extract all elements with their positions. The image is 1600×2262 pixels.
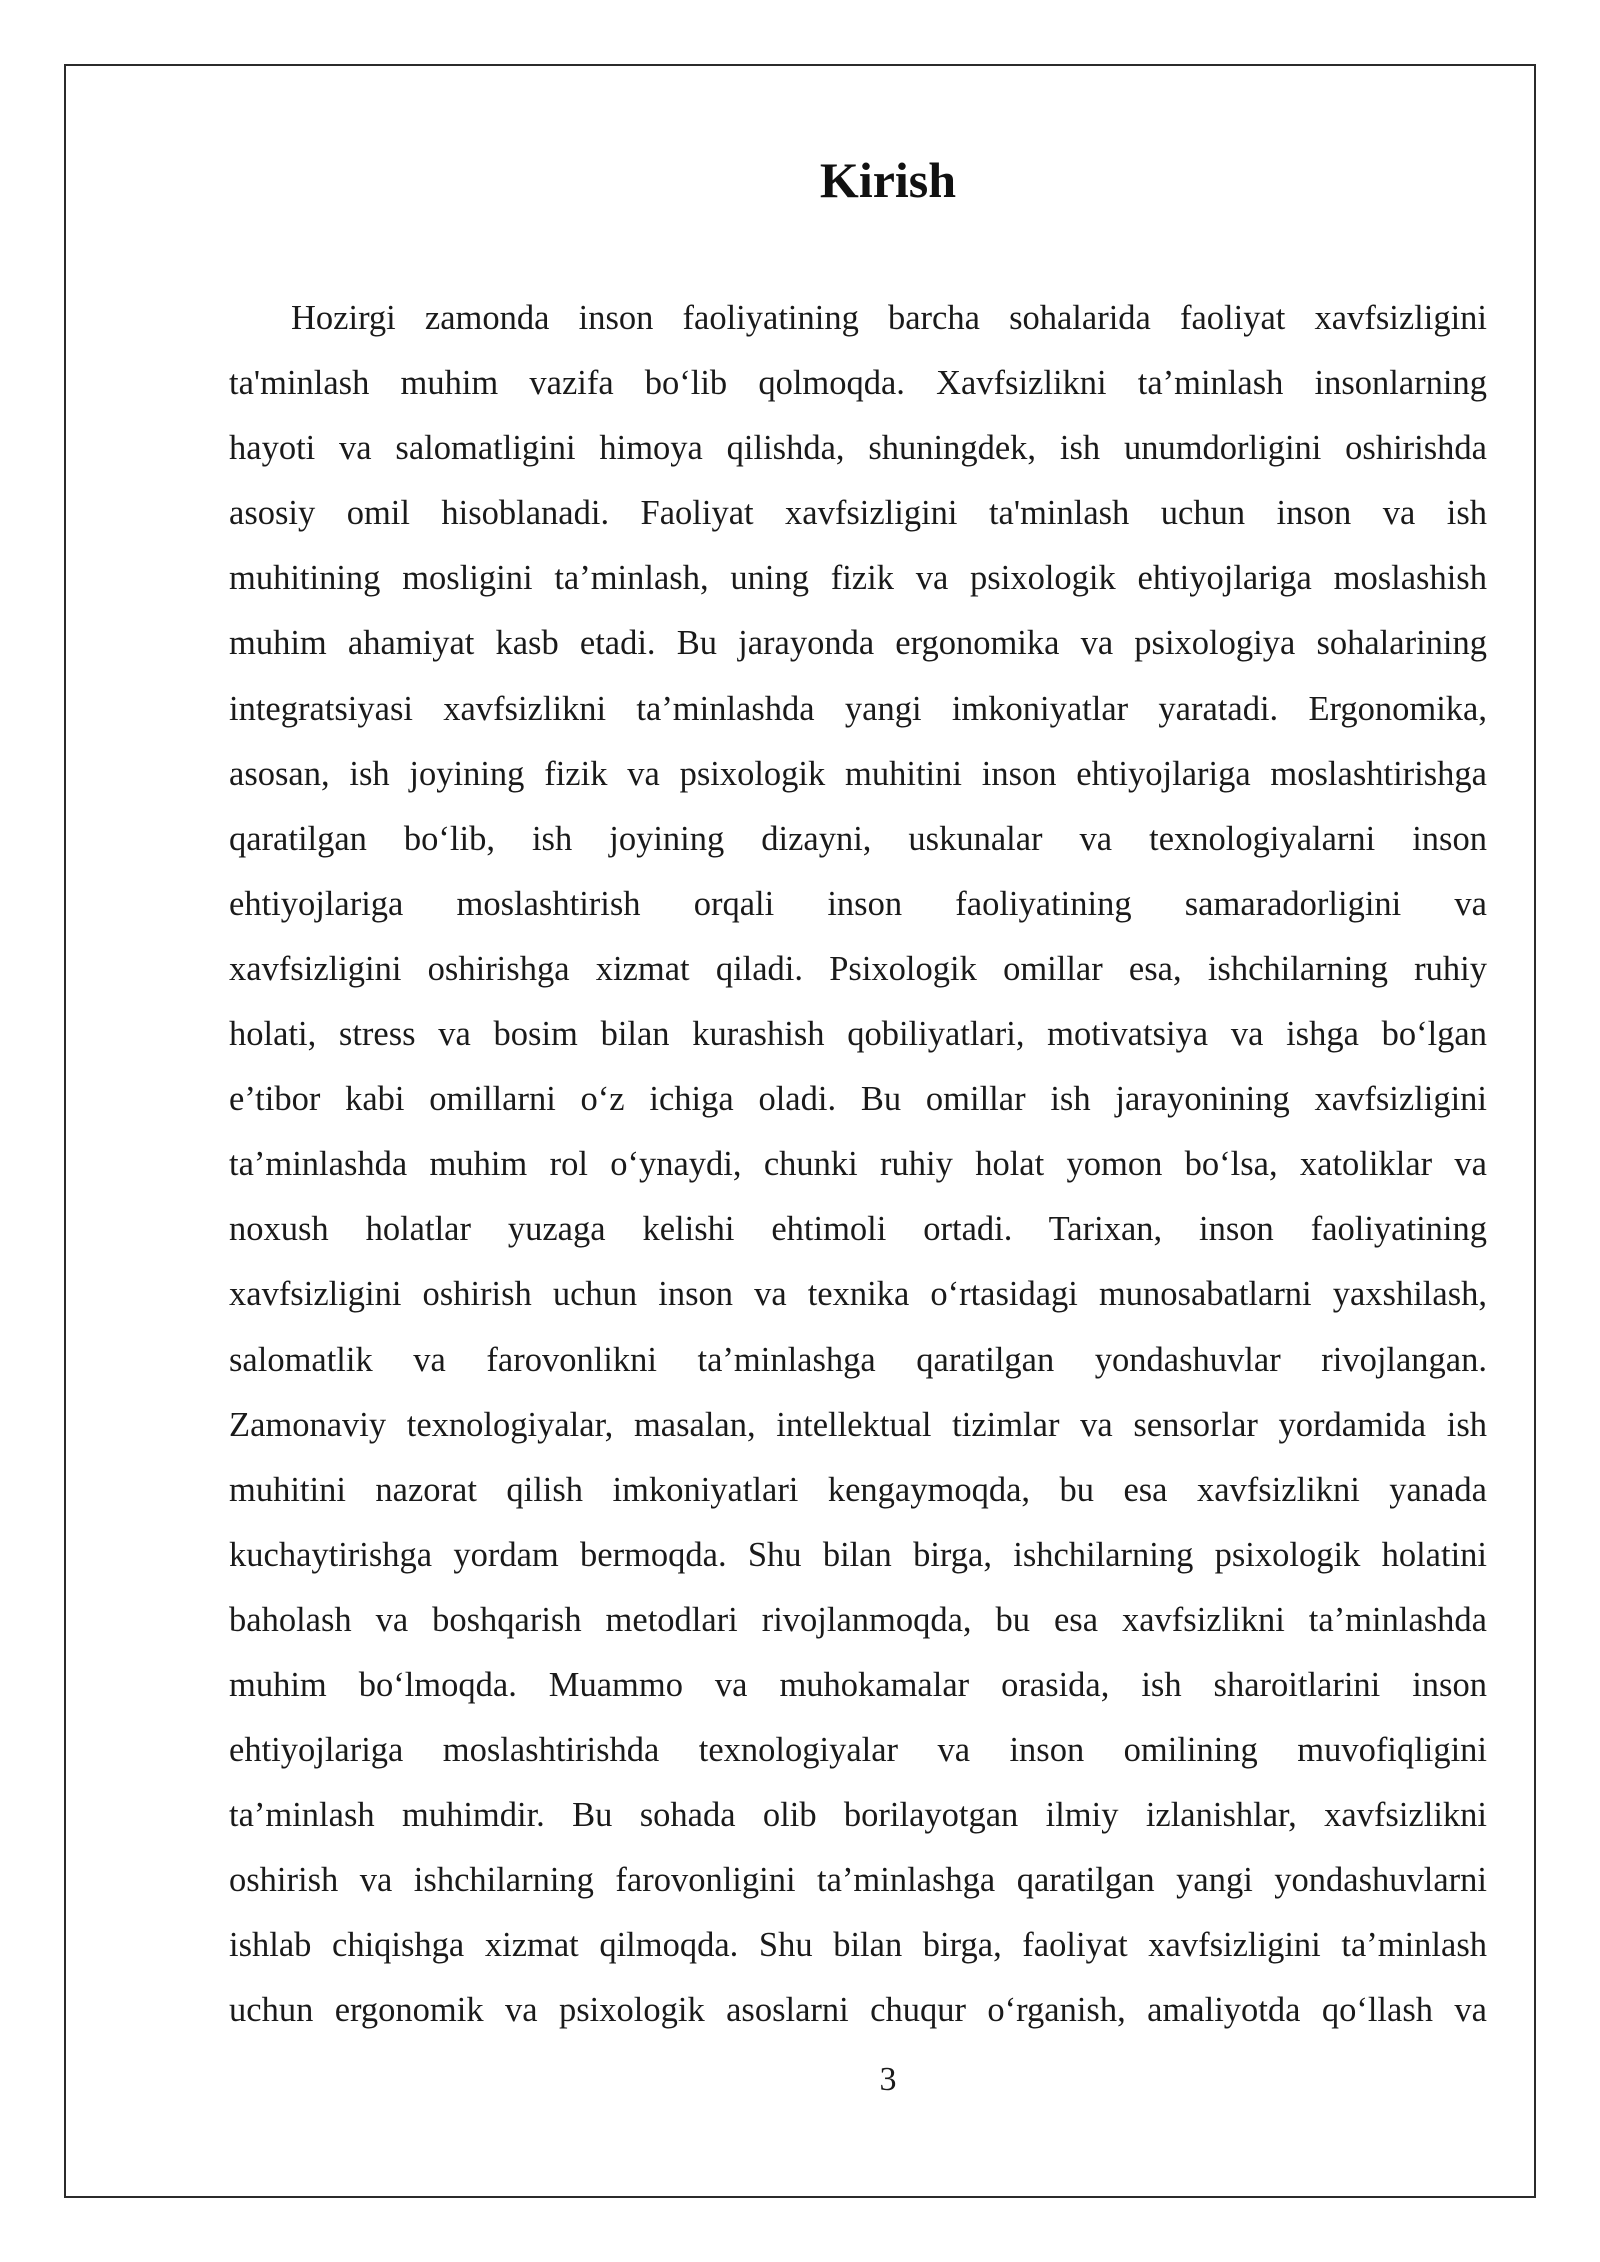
paragraph-line: noxush holatlar yuzaga kelishi ehtimoli ortadi. Tarixan, inson faoliyatining	[229, 1210, 1487, 1249]
paragraph-line: salomatlik va farovonlikni ta’minlashga qaratilgan yondashuvlar rivojlangan.	[229, 1340, 1487, 1379]
paragraph-line: asosan, ish joyining fizik va psixologik muhitini inson ehtiyojlariga moslashtirishga	[229, 754, 1487, 793]
paragraph-line: muhitining mosligini ta’minlash, uning fizik va psixologik ehtiyojlariga moslashish	[229, 559, 1487, 598]
page-number: 3	[879, 2061, 897, 2098]
paragraph-line: muhitini nazorat qilish imkoniyatlari kengaymoqda, bu esa xavfsizlikni yanada	[229, 1470, 1487, 1509]
paragraph-line: muhim bo‘lmoqda. Muammo va muhokamalar orasida, ish sharoitlarini inson	[229, 1665, 1487, 1704]
paragraph-line: muhim ahamiyat kasb etadi. Bu jarayonda ergonomika va psixologiya sohalarining	[229, 624, 1487, 663]
body-paragraph	[229, 286, 1487, 2044]
paragraph-line: ishlab chiqishga xizmat qilmoqda. Shu bilan birga, faoliyat xavfsizligini ta’minlash	[229, 1926, 1487, 1965]
paragraph-line: asosiy omil hisoblanadi. Faoliyat xavfsizligini ta'minlash uchun inson va ish	[229, 494, 1487, 533]
paragraph-line: Hozirgi zamonda inson faoliyatining barcha sohalarida faoliyat xavfsizligini	[291, 299, 1487, 337]
paragraph-line: xavfsizligini oshirish uchun inson va texnika o‘rtasidagi munosabatlarni yaxshilash,	[229, 1275, 1487, 1314]
paragraph-line: ta’minlash muhimdir. Bu sohada olib borilayotgan ilmiy izlanishlar, xavfsizlikni	[229, 1796, 1487, 1835]
section-heading: Kirish	[819, 152, 957, 208]
paragraph-line: holati, stress va bosim bilan kurashish qobiliyatlari, motivatsiya va ishga bo‘lgan	[229, 1015, 1487, 1054]
paragraph-line: integratsiyasi xavfsizlikni ta’minlashda yangi imkoniyatlar yaratadi. Ergonomika,	[229, 689, 1487, 728]
paragraph-line: Zamonaviy texnologiyalar, masalan, intellektual tizimlar va sensorlar yordamida ish	[229, 1405, 1487, 1444]
paragraph-line: e’tibor kabi omillarni o‘z ichiga oladi. Bu omillar ish jarayonining xavfsizligini	[229, 1080, 1487, 1119]
paragraph-line: oshirish va ishchilarning farovonligini ta’minlashga qaratilgan yangi yondashuvlarni	[229, 1861, 1487, 1900]
paragraph-line: ehtiyojlariga moslashtirish orqali inson faoliyatining samaradorligini va	[229, 884, 1487, 923]
paragraph-line: baholash va boshqarish metodlari rivojlanmoqda, bu esa xavfsizlikni ta’minlashda	[229, 1600, 1487, 1639]
paragraph-line: uchun ergonomik va psixologik asoslarni chuqur o‘rganish, amaliyotda qo‘llash va	[229, 1991, 1487, 2030]
paragraph-line: xavfsizligini oshirishga xizmat qiladi. Psixologik omillar esa, ishchilarning ruhiy	[229, 949, 1487, 988]
paragraph-line: hayoti va salomatligini himoya qilishda, shuningdek, ish unumdorligini oshirishda	[229, 429, 1487, 468]
paragraph-line: ta'minlash muhim vazifa bo‘lib qolmoqda. Xavfsizlikni ta’minlash insonlarning	[229, 364, 1487, 403]
paragraph-line: ta’minlashda muhim rol o‘ynaydi, chunki ruhiy holat yomon bo‘lsa, xatoliklar va	[229, 1145, 1487, 1184]
paragraph-line: kuchaytirishga yordam bermoqda. Shu bilan birga, ishchilarning psixologik holatini	[229, 1535, 1487, 1574]
paragraph-line: ehtiyojlariga moslashtirishda texnologiyalar va inson omilining muvofiqligini	[229, 1731, 1487, 1770]
paragraph-line: qaratilgan bo‘lib, ish joyining dizayni, uskunalar va texnologiyalarni inson	[229, 819, 1487, 858]
